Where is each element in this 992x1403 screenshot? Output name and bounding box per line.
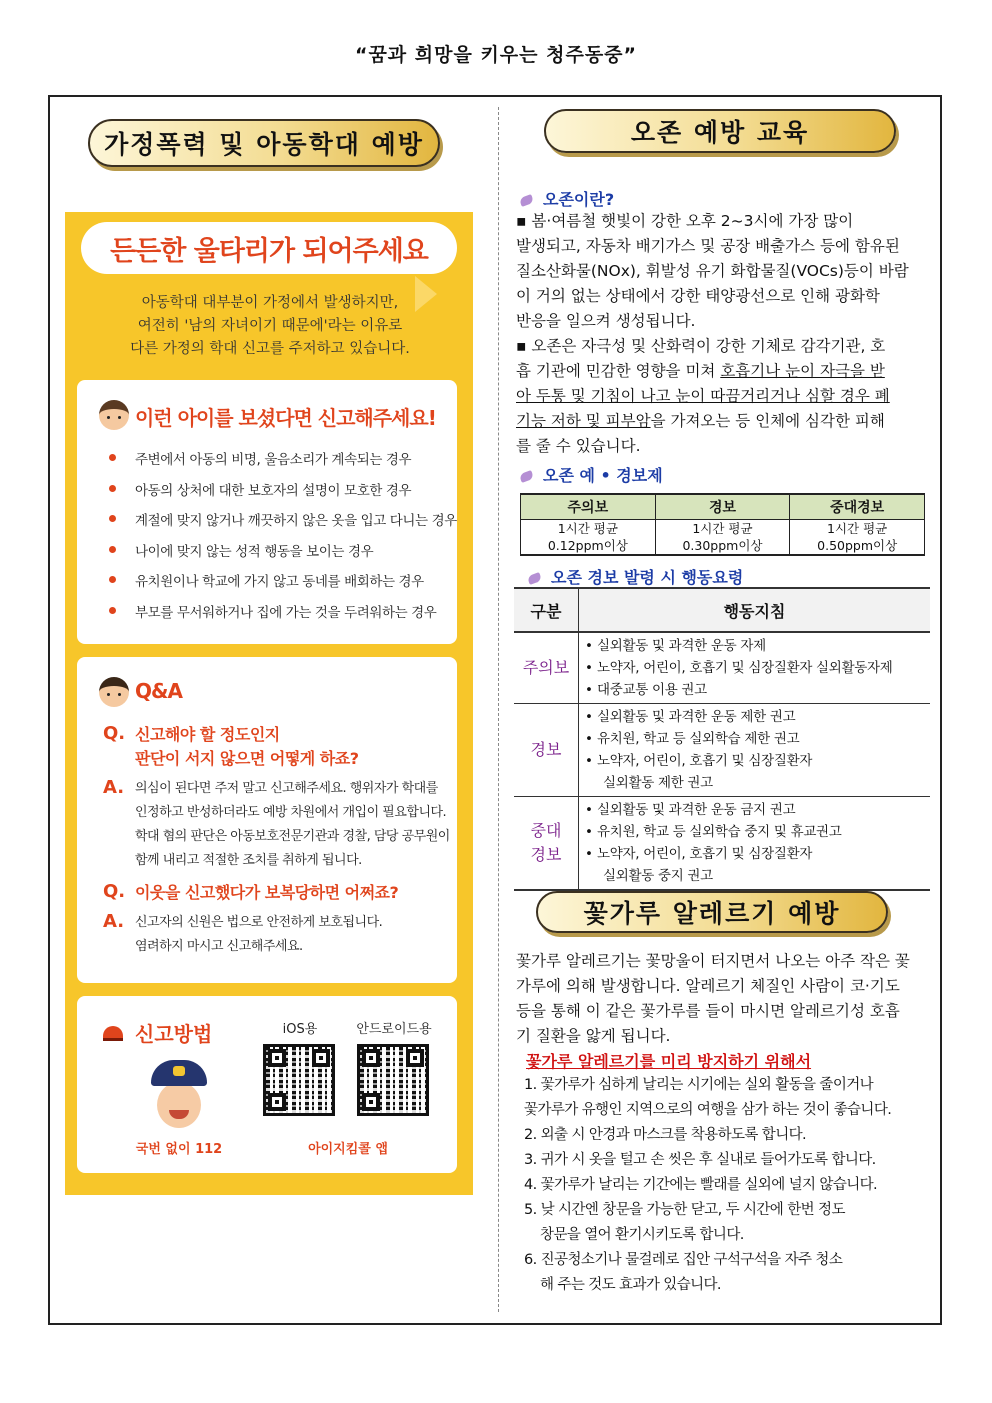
list-item: • 유치원, 학교 등 실외학습 중지 및 휴교권고 <box>585 821 930 843</box>
list-item-continued: 실외활동 중지 권고 <box>603 868 713 884</box>
para-line: 발생되고, 자동차 배기가스 및 공장 배출가스 등에 함유된 <box>516 237 900 255</box>
intro-line: 아동학대 대부분이 가정에서 발생하지만, <box>141 295 399 311</box>
list-item: 유치원이나 학교에 가지 않고 동네를 배회하는 경우 <box>107 570 452 601</box>
list-item: 아동의 상처에 대한 보호자의 설명이 모호한 경우 <box>107 479 452 510</box>
level-cell <box>514 704 579 797</box>
prevention-tips <box>524 1073 944 1298</box>
para-line: 반응을 일으켜 생성됩니다. <box>516 312 696 330</box>
para-line: 꽃가루 알레르기는 꽃망울이 터지면서 나오는 아주 작은 꽃 <box>516 952 910 970</box>
qa-title: Q&A <box>135 679 182 703</box>
para-line: 가루에 의해 발생합니다. 알레르기 체질인 사람이 코·기도 <box>516 977 900 995</box>
answer-line: 의심이 된다면 주저 말고 신고해주세요. 행위자가 학대를 <box>135 781 438 796</box>
table-header: 경보 <box>655 494 790 520</box>
warning-signs-list <box>107 448 457 631</box>
poster-banner: 든든한 울타리가 되어주세요 <box>81 222 457 274</box>
list-item: 계절에 맞지 않거나 깨끗하지 않은 옷을 입고 다니는 경우 <box>107 509 452 540</box>
para-line: ▪ 봄·여름철 햇빛이 강한 오후 2~3시에 가장 많이 <box>516 212 854 230</box>
level-cell <box>514 632 579 704</box>
tip-line: 1. 꽃가루가 심하게 날리는 시기에는 실외 활동을 줄이거나 <box>524 1077 874 1093</box>
pollen-section-title: 꽃가루 알레르기 예방 <box>536 891 888 933</box>
prevention-heading: 꽃가루 알레르기를 미리 방지하기 위해서 <box>526 1052 812 1071</box>
answer-2 <box>135 911 382 959</box>
list-item: • 노약자, 어린이, 호흡기 및 심장질환자 <box>585 750 930 772</box>
qa-card <box>77 657 457 983</box>
para-line <box>516 384 940 409</box>
tip-line: 꽃가루가 유행인 지역으로의 여행을 삼가 하는 것이 좋습니다. <box>524 1102 892 1118</box>
tip-line: 4. 꽃가루가 날리는 기간에는 빨래를 실외에 널지 않습니다. <box>524 1177 878 1193</box>
girl-icon <box>99 677 129 707</box>
tip-line: 3. 귀가 시 옷을 털고 손 씻은 후 실내로 들어가도록 합니다. <box>524 1152 876 1168</box>
question-2: 이웃을 신고했다가 보복당하면 어쩌죠? <box>135 883 399 902</box>
q-label: Q. <box>103 881 126 902</box>
page-header-slogan: “꿈과 희망을 키우는 청주동중” <box>354 44 638 66</box>
table-cell: 0.12ppm이상 <box>521 537 656 555</box>
level-text: 중대 <box>530 821 562 840</box>
table-cell: 1시간 평균 <box>521 520 656 538</box>
level-cell <box>514 797 579 891</box>
action-list <box>579 633 930 703</box>
list-item-continued: 실외활동 제한 권고 <box>603 775 713 791</box>
para-line: 질소산화물(NOx), 휘발성 유기 화합물질(VOCs)등이 바람 <box>516 262 909 280</box>
table-cell: 1시간 평균 <box>655 520 790 538</box>
ozone-action-table <box>514 587 930 891</box>
answer-line: 신고자의 신원은 법으로 안전하게 보호됩니다. <box>135 915 383 930</box>
para-line <box>516 409 940 434</box>
a-label: A. <box>103 911 125 932</box>
list-item: • 유치원, 학교 등 실외학습 제한 권고 <box>585 728 930 750</box>
list-item: • 실외활동 및 과격한 운동 제한 권고 <box>585 706 930 728</box>
tip-line: 창문을 열어 환기시키도록 합니다. <box>540 1227 744 1243</box>
call-112-caption: 국번 없이 112 <box>135 1142 223 1157</box>
report-method-card <box>77 996 457 1173</box>
intro-line: 여전히 '남의 자녀이기 때문에'라는 이유로 <box>137 318 403 334</box>
heading-text: 오존 경보 발령 시 행동요령 <box>551 568 744 587</box>
newsletter-frame <box>48 95 942 1325</box>
table-cell: 0.50ppm이상 <box>790 537 925 555</box>
para-line: 등을 통해 이 같은 꽃가루를 들이 마시면 알레르기성 호흡 <box>516 1002 900 1020</box>
table-cell <box>579 797 931 891</box>
para-line <box>516 359 940 384</box>
alert-system-heading <box>520 463 663 486</box>
question-line: 신고해야 할 정도인지 <box>135 725 280 744</box>
tip-line: 6. 진공청소기나 물걸레로 집안 구석구석을 자주 청소 <box>524 1252 843 1268</box>
underlined-text: 아 두통 및 기침이 나고 눈이 따끔거리거나 심할 경우 폐 <box>516 387 890 405</box>
list-item: • 실외활동 및 과격한 운동 금지 권고 <box>585 799 930 821</box>
what-is-ozone-heading <box>520 187 614 210</box>
ozone-definition <box>516 209 940 459</box>
left-section-title: 가정폭력 및 아동학대 예방 <box>88 119 440 167</box>
table-cell: 1시간 평균 <box>790 520 925 538</box>
android-qr-code-icon[interactable] <box>357 1044 429 1116</box>
para-line: 이 거의 없는 상태에서 강한 태양광선으로 인해 광화학 <box>516 287 880 305</box>
tip-line: 2. 외출 시 안경과 마스크를 착용하도록 합니다. <box>524 1127 807 1143</box>
answer-1 <box>135 777 450 873</box>
table-cell <box>579 704 931 797</box>
text-span: 흡 기관에 민감한 영향을 미쳐 <box>516 362 721 380</box>
level-text: 경보 <box>530 740 562 759</box>
app-caption: 아이지킴콜 앱 <box>308 1142 388 1157</box>
text-span: 을 가져오는 등 인체에 심각한 피해 <box>650 412 885 430</box>
list-item: 나이에 맞지 않는 성적 행동을 보이는 경우 <box>107 540 452 571</box>
ios-label: iOS용 <box>282 1022 318 1037</box>
table-header: 중대경보 <box>790 494 925 520</box>
level-text: 경보 <box>530 845 562 864</box>
para-line: ▪ 오존은 자극성 및 산화력이 강한 기체로 감각기관, 호 <box>516 337 886 355</box>
list-item: • 노약자, 어린이, 호흡기 및 심장질환자 실외활동자제 <box>585 657 930 679</box>
answer-line: 염려하지 마시고 신고해주세요. <box>135 939 303 954</box>
a-label: A. <box>103 777 125 798</box>
siren-icon <box>103 1026 123 1041</box>
pollen-description <box>516 949 940 1049</box>
q-label: Q. <box>103 723 126 744</box>
purple-bullet-icon <box>527 572 542 585</box>
ios-qr-code-icon[interactable] <box>263 1044 335 1116</box>
para-line: 기 질환을 앓게 됩니다. <box>516 1027 671 1045</box>
underlined-text: 기능 저하 및 피부암 <box>516 412 651 430</box>
child-abuse-poster <box>65 212 473 1195</box>
answer-line: 인정하고 반성하더라도 예방 차원에서 개입이 필요합니다. <box>135 805 447 820</box>
android-label: 안드로이드용 <box>356 1022 432 1037</box>
ozone-alert-table <box>520 493 925 556</box>
para-line: 를 줄 수 있습니다. <box>516 437 641 455</box>
action-list <box>579 797 930 889</box>
table-header: 주의보 <box>521 494 656 520</box>
table-header: 구분 <box>514 588 579 632</box>
tip-line: 해 주는 것도 효과가 있습니다. <box>540 1277 721 1293</box>
list-item: 주변에서 아동의 비명, 울음소리가 계속되는 경우 <box>107 448 452 479</box>
table-cell <box>579 632 931 704</box>
list-item: • 실외활동 및 과격한 운동 자제 <box>585 635 930 657</box>
answer-line: 학대 혐의 판단은 아동보호전문기관과 경찰, 담당 공무원이 <box>135 829 450 844</box>
level-text: 주의보 <box>522 658 570 677</box>
purple-bullet-icon <box>519 194 534 207</box>
column-divider <box>498 107 499 1312</box>
list-item: 부모를 무서워하거나 집에 가는 것을 두려워하는 경우 <box>107 601 452 632</box>
heading-text: 오존 예 • 경보제 <box>543 466 663 485</box>
underlined-text: 호흡기나 눈이 자극을 받 <box>720 362 885 380</box>
list-item: • 노약자, 어린이, 호흡기 및 심장질환자 <box>585 843 930 865</box>
action-guide-heading <box>528 565 743 588</box>
warning-signs-title: 이런 아이를 보셨다면 신고해주세요! <box>135 406 436 430</box>
police-officer-icon <box>151 1060 207 1130</box>
question-1 <box>135 723 359 771</box>
answer-line: 함께 내리고 적절한 조치를 취하게 됩니다. <box>135 853 362 868</box>
table-cell: 0.30ppm이상 <box>655 537 790 555</box>
question-line: 판단이 서지 않으면 어떻게 하죠? <box>135 749 359 768</box>
warning-signs-card <box>77 380 457 644</box>
tip-line: 5. 낮 시간엔 창문을 가능한 닫고, 두 시간에 한번 정도 <box>524 1202 845 1218</box>
table-header: 행동지침 <box>579 588 931 632</box>
purple-bullet-icon <box>519 470 534 483</box>
heading-text: 오존이란? <box>543 190 615 209</box>
boy-icon <box>99 400 129 430</box>
list-item: • 대중교통 이용 권고 <box>585 679 930 701</box>
ozone-section-title: 오존 예방 교육 <box>544 109 896 153</box>
action-list <box>579 704 930 796</box>
intro-line: 다른 가정의 학대 신고를 주저하고 있습니다. <box>130 341 410 357</box>
poster-intro <box>95 292 445 361</box>
report-method-title: 신고방법 <box>135 1022 213 1046</box>
